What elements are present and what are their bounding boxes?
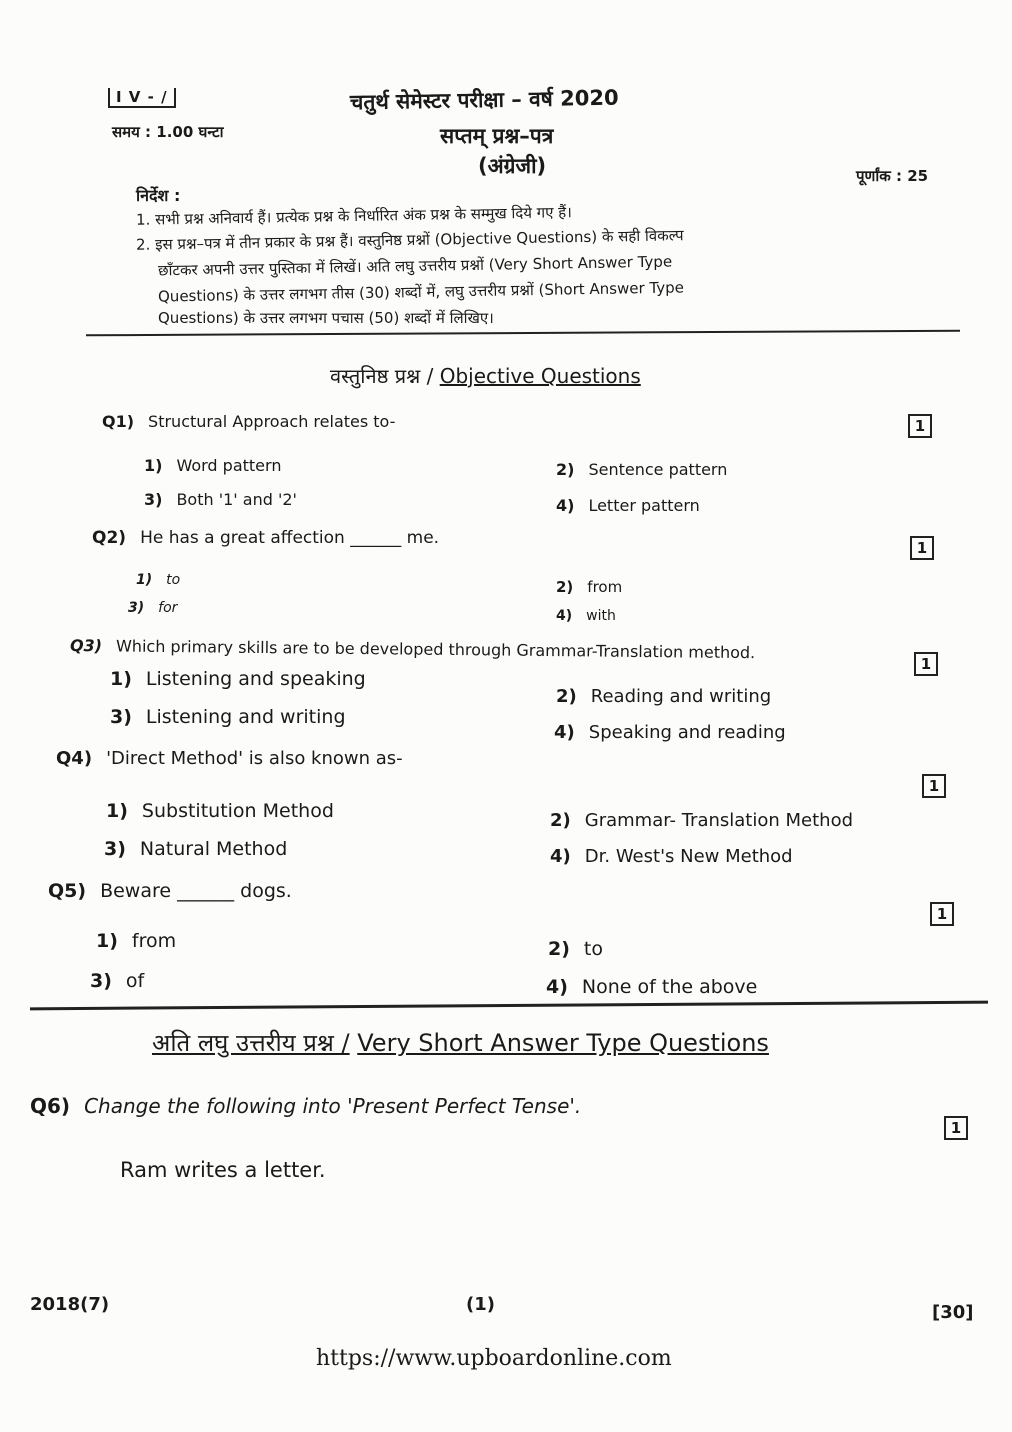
option-number: 2) (548, 938, 570, 960)
section-heading-hindi: वस्तुनिष्ठ प्रश्न / (330, 364, 434, 388)
paper-code: I V - / (108, 88, 176, 108)
option-number: 1) (106, 800, 128, 822)
option-text: from (587, 578, 623, 596)
option (556, 578, 622, 596)
option-number: 1) (96, 930, 118, 952)
option (110, 706, 346, 728)
option-text: Listening and speaking (145, 668, 366, 690)
option-text: Dr. West's New Method (584, 846, 793, 867)
marks-box: 1 (914, 652, 938, 676)
question-text: He has a great affection ______ me. (140, 528, 440, 548)
option (556, 460, 727, 479)
direction-line: छाँटकर अपनी उत्तर पुस्तिका में लिखें। अति लघु उत्तरीय प्रश्नों (Very Short Answer Type (157, 252, 673, 280)
question-number: Q1) (102, 412, 135, 431)
question-5 (48, 880, 292, 902)
question-number: Q4) (56, 748, 93, 769)
option (90, 970, 144, 992)
divider (30, 1001, 988, 1011)
option-number: 1) (136, 572, 153, 588)
question-number: Q3) (69, 636, 103, 656)
option-number: 3) (144, 490, 163, 509)
question-number: Q5) (48, 880, 87, 902)
option (106, 800, 334, 822)
question-number: Q2) (92, 528, 127, 548)
question-number: Q6) (30, 1094, 71, 1118)
option-text: Both '1' and '2' (176, 490, 297, 509)
question-text: Which primary skills are to be developed through Grammar-Translation method. (115, 636, 756, 663)
directions-heading: निर्देश : (136, 186, 181, 205)
option (548, 938, 603, 960)
option-text: for (158, 600, 178, 616)
option (136, 572, 180, 588)
exam-duration: समय : 1.00 घन्टा (112, 123, 224, 141)
option-number: 3) (110, 706, 132, 728)
option-number: 2) (556, 686, 577, 707)
option-text: Word pattern (176, 456, 282, 475)
option-number: 4) (550, 846, 571, 867)
question-sentence: Ram writes a letter. (120, 1158, 326, 1182)
option-text: Speaking and reading (588, 722, 786, 743)
option-number: 3) (90, 970, 112, 992)
question-2 (92, 528, 439, 548)
section-heading-objective (330, 362, 641, 389)
option-number: 2) (556, 460, 575, 479)
option (550, 846, 793, 867)
option (556, 496, 700, 515)
option (556, 608, 616, 624)
marks-box: 1 (930, 902, 954, 926)
copies-count: [30] (932, 1302, 974, 1323)
source-url[interactable]: https://www.upboardonline.com (316, 1346, 672, 1371)
question-4 (56, 748, 403, 769)
marks-box: 1 (908, 414, 932, 438)
option (546, 976, 757, 998)
question-text: Structural Approach relates to- (148, 412, 396, 431)
direction-line: Questions) के उत्तर लगभग पचास (50) शब्दों में लिखिए। (158, 309, 494, 327)
subject: (अंग्रेजी) (478, 154, 547, 178)
option-number: 1) (144, 456, 163, 475)
option (128, 600, 177, 616)
option-text: Sentence pattern (588, 460, 728, 479)
option-text: to (166, 572, 181, 588)
marks-box: 1 (910, 536, 934, 560)
marks-box: 1 (944, 1116, 968, 1140)
paper-code-footer: 2018(7) (30, 1294, 110, 1315)
option (104, 838, 287, 860)
direction-line: 2. इस प्रश्न–पत्र में तीन प्रकार के प्रश्न हैं। वस्तुनिष्ठ प्रश्नों (Objective Questions) के सही विकल्प (135, 226, 684, 254)
option-number: 3) (104, 838, 126, 860)
page-number: (1) (466, 1294, 495, 1315)
option-number: 4) (556, 496, 575, 515)
option-number: 2) (556, 578, 574, 596)
option-number: 3) (128, 600, 145, 616)
option-number: 4) (556, 608, 573, 624)
question-3 (70, 636, 755, 662)
option-text: Substitution Method (141, 800, 334, 822)
exam-title: चतुर्थ सेमेस्टर परीक्षा – वर्ष 2020 (349, 85, 619, 115)
divider (86, 330, 960, 337)
question-6 (30, 1094, 581, 1118)
option (554, 722, 786, 743)
direction-line: 1. सभी प्रश्न अनिवार्य हैं। प्रत्येक प्रश्न के निर्धारित अंक प्रश्न के सम्मुख दिये गए हैं। (135, 203, 573, 229)
option (110, 668, 366, 690)
question-text: Change the following into 'Present Perfect Tense'. (84, 1094, 582, 1118)
question-text: Beware ______ dogs. (100, 880, 292, 902)
option-text: Natural Method (139, 838, 288, 860)
section-heading-english: Objective Questions (439, 364, 641, 388)
option-text: of (125, 970, 145, 992)
option (556, 686, 771, 707)
option-text: Grammar- Translation Method (584, 810, 854, 831)
option-text: from (131, 930, 177, 952)
option-number: 4) (554, 722, 575, 743)
question-1 (102, 412, 395, 431)
option-number: 4) (546, 976, 568, 998)
option (96, 930, 176, 952)
option (550, 810, 853, 831)
paper-number: सप्तम् प्रश्न–पत्र (440, 124, 554, 148)
direction-line: Questions) के उत्तर लगभग तीस (30) शब्दों में, लघु उत्तरीय प्रश्नों (Short Answer Type (157, 278, 685, 306)
option-number: 2) (550, 810, 571, 831)
option-text: Reading and writing (590, 686, 772, 707)
max-marks: पूर्णांक : 25 (856, 167, 929, 185)
option (144, 490, 297, 509)
marks-box: 1 (922, 774, 946, 798)
section-heading-english: Very Short Answer Type Questions (357, 1029, 769, 1057)
question-text: 'Direct Method' is also known as- (106, 748, 403, 769)
option-text: to (583, 938, 603, 960)
section-heading-very-short (152, 1026, 769, 1059)
option-text: Listening and writing (145, 706, 346, 728)
option-text: None of the above (581, 976, 758, 998)
option-text: with (586, 608, 616, 624)
option-number: 1) (110, 668, 132, 690)
section-heading-hindi: अति लघु उत्तरीय प्रश्न / (152, 1029, 350, 1057)
option (144, 456, 281, 475)
option-text: Letter pattern (588, 496, 700, 515)
